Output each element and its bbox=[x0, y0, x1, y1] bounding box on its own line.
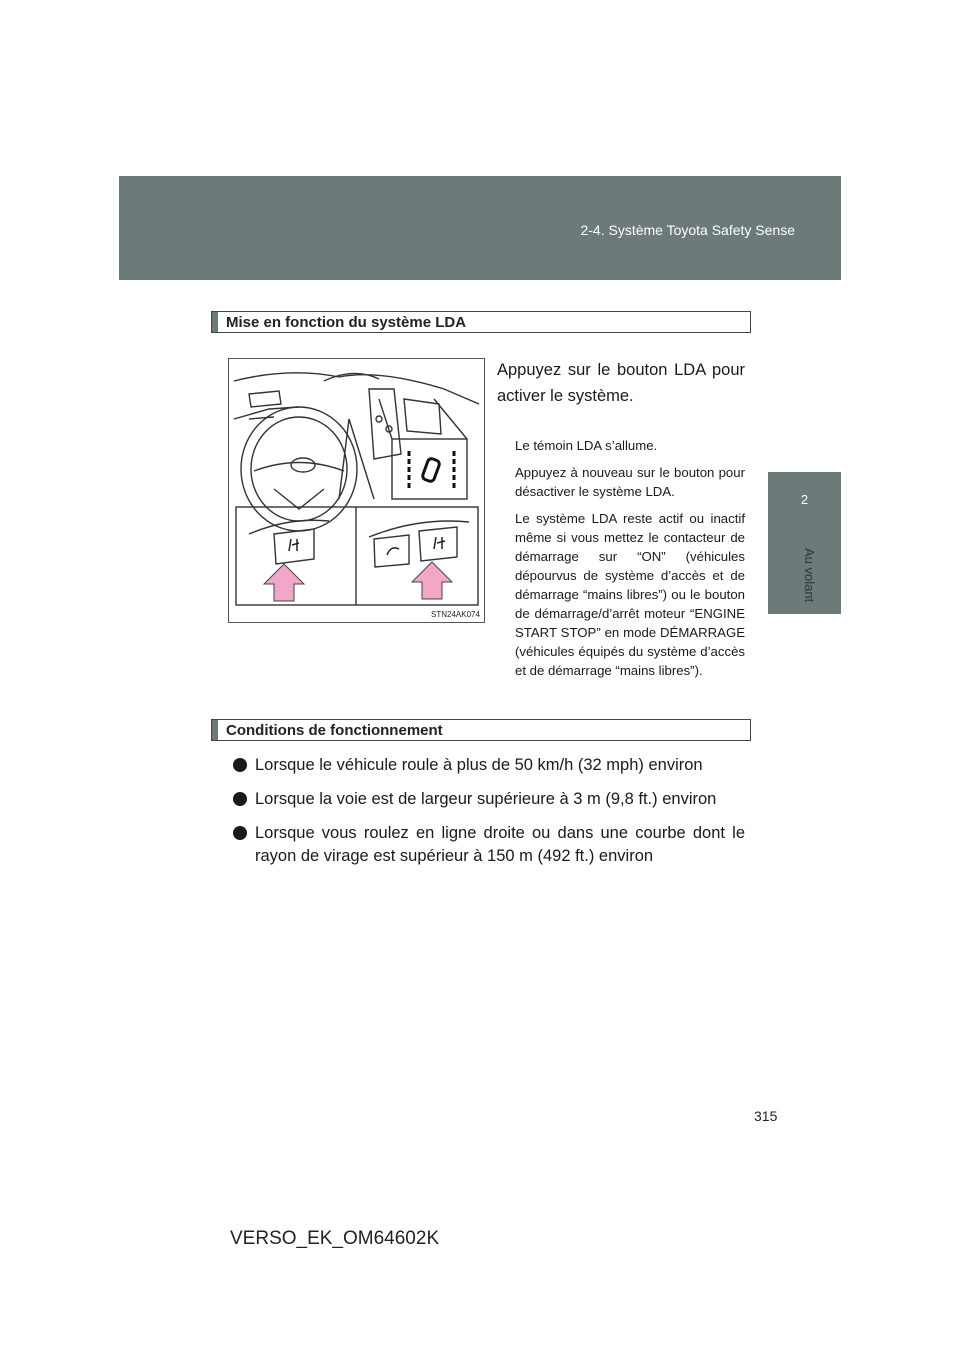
bullet-icon bbox=[233, 826, 247, 840]
chapter-label: Au volant bbox=[802, 548, 817, 603]
note-item: Appuyez à nouveau sur le bouton pour désactiver le système LDA. bbox=[515, 465, 745, 499]
document-code: VERSO_EK_OM64602K bbox=[230, 1228, 440, 1249]
list-item: Lorsque le véhicule roule à plus de 50 km/h (32 mph) environ bbox=[233, 754, 745, 777]
page-header bbox=[119, 176, 841, 280]
note-item: Le témoin LDA s’allume. bbox=[515, 438, 658, 453]
instruction-text: Appuyez sur le bouton LDA pour activer le système. bbox=[497, 361, 745, 405]
note-item: Le système LDA reste actif ou inactif même si vous mettez le contacteur de démarrage sur “ON” (véhicules dépourvus de système d’accès et de démarrage “mains libres”) ou le bouton de démarrage/d’arrêt moteur “ENGINE START STOP” en mode DÉMARRAGE (véhicules équipés du système d’accès et de démarrage “mains libres”). bbox=[515, 511, 745, 678]
illustration-lda-button bbox=[228, 358, 485, 623]
dashboard-illustration bbox=[229, 359, 484, 622]
chapter-number: 2 bbox=[800, 492, 809, 507]
list-item: Lorsque la voie est de largeur supérieure à 3 m (9,8 ft.) environ bbox=[233, 788, 745, 811]
page-number: 315 bbox=[754, 1108, 778, 1124]
chapter-title: 2-4. Système Toyota Safety Sense bbox=[580, 222, 795, 238]
section-title: Mise en fonction du système LDA bbox=[226, 313, 467, 331]
notes-block bbox=[515, 436, 745, 688]
heading-marker bbox=[212, 312, 218, 332]
figure-code: STN24AK074 bbox=[431, 610, 480, 619]
heading-marker bbox=[212, 720, 218, 740]
section-heading-lda bbox=[211, 311, 751, 333]
section-heading-conditions bbox=[211, 719, 751, 741]
section-title: Conditions de fonctionnement bbox=[226, 721, 443, 739]
bullet-icon bbox=[233, 792, 247, 806]
bullet-icon bbox=[233, 758, 247, 772]
conditions-list bbox=[233, 754, 745, 879]
list-item: Lorsque vous roulez en ligne droite ou dans une courbe dont le rayon de virage est supérieur à 150 m (492 ft.) environ bbox=[233, 822, 745, 868]
